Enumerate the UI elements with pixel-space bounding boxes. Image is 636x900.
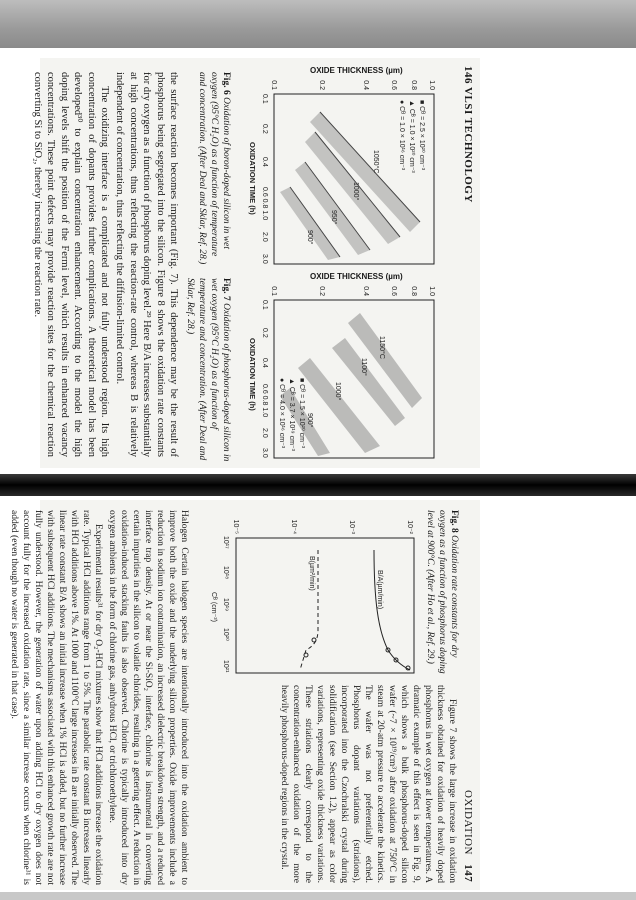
fig7-xtick: 0.1 (261, 300, 268, 310)
fig7-xtick: 3.0 (261, 448, 268, 458)
fig6-xtick: 0.2 (261, 124, 268, 134)
fig6-temp-label: 900° (306, 230, 313, 245)
fig8-ytick: 10⁻⁴ (290, 519, 297, 534)
body-paragraph: Experimental results³¹ for dry O₂-HCl mixtures show that HCl additions increase the oxidation rate. Typical HCl additions range from 1 to 5%. The parabolic rate constant B increases linearly with HCl additions above 1%. At 1000 and 1100°C large increases in B are initially observed. The linear rate constant B/A shows an initial increase when 1% HCl is added, but no further increase with subsequent HCl additions. The mechanisms associated with this enhanced growth rate are not fully understood. However, the generation of water upon adding HCl to dry oxygen does not account fully for the increased oxidation rate, since a similar increase occurs when chlorine³¹ is added (even though no water is generated in that case). (9, 510, 103, 885)
fig7-xtick: 0.2 (261, 328, 268, 338)
book-spine-gutter (0, 474, 636, 496)
fig6-xtick: 2.0 (261, 232, 268, 242)
page-146-body (29, 72, 180, 457)
page-147 (9, 500, 480, 890)
figure-7-plot (235, 278, 440, 463)
fig8-caption-text: Oxidation rate constants for dry oxygen as a function of phosphorus doping level at 900°C. (After Ho et al., Ref. 29.) (425, 510, 459, 674)
fig6-caption-label: Fig. 6 (221, 72, 231, 95)
page-header (461, 790, 474, 882)
figure-6-plot (235, 72, 440, 272)
fig8-ytick: 10⁻³ (348, 520, 355, 534)
fig6-legend-item: ● Cᴮ = 1.0 × 10¹⁶ cm⁻³ (398, 100, 405, 171)
body-paragraph: Figure 7 shows the large increase in oxidation thickness obtained for oxidation of heavily doped phosphorus in wet oxygen at lower temperatures. A dramatic example of this effect is seen in Fig. 9, which shows a bulk phosphorus-doped silicon wafer (~7 × 10¹⁹/cm³) after oxidation at 750°C in steam at 20-atm pressure to accelerate the kinetics. The wafer was not preferentially etched. Phosphorus dopant variations (striations), incorporated into the Czochralski crystal during solidification (see Section 1.2), appear as color variations, representing oxide thickness variations. These striations clearly correspond to the concentration-enhanced oxidation of the more heavily phosphorus-doped regions in the crystal. (279, 685, 457, 883)
fig6-xtick: 0.1 (261, 94, 268, 104)
fig7-xtick: 2.0 (261, 428, 268, 438)
fig7-ytick: 0.6 (390, 286, 397, 296)
page-147-body (276, 685, 458, 883)
fig6-ytick: 0.4 (362, 80, 369, 90)
fig7-ytick: 0.4 (362, 286, 369, 296)
fig6-xlabel: OXIDATION TIME (h) (248, 142, 257, 215)
fig7-legend-item: ● Cᴮ = 4.0 × 10¹⁶ cm⁻³ (278, 378, 285, 449)
fig6-legend-item: ■ Cᴮ = 2.5 × 10²⁰ cm⁻³ (418, 100, 425, 171)
fig8-caption-label: Fig. 8 (449, 510, 459, 533)
fig7-ytick: 0.8 (410, 286, 417, 296)
fig7-ylabel: OXIDE THICKNESS (µm) (310, 272, 403, 281)
figure-8 (200, 510, 460, 680)
fig6-ytick: 1.0 (428, 80, 435, 90)
fig7-legend-item: ▲ Cᴮ = 3.7 × 10¹⁹ cm⁻³ (288, 378, 295, 451)
fig7-xlabel: OXIDATION TIME (h) (248, 338, 257, 411)
figure-8-caption (424, 510, 460, 680)
figure-7-caption (184, 278, 232, 463)
page-number: 147 (462, 864, 474, 883)
fig8-series-label: B/A(µm/min) (376, 570, 383, 610)
fig6-temp-label: 1050°C (372, 150, 379, 174)
fig8-xtick: 10¹⁷ (222, 536, 229, 549)
scanner-shadow-bottom (0, 892, 636, 900)
fig7-caption-label: Fig. 7 (221, 278, 231, 301)
page-header: 146 VLSI TECHNOLOGY (462, 66, 474, 203)
fig8-ytick: 10⁻⁵ (232, 519, 239, 534)
fig6-temp-label: 1000° (352, 182, 359, 201)
fig8-xtick: 10¹⁸ (222, 566, 229, 580)
page-147-body-lower (6, 510, 190, 885)
figure-6 (185, 72, 440, 272)
fig6-ytick: 0.6 (390, 80, 397, 90)
figure-8-plot (208, 510, 418, 680)
fig6-ytick: 0.2 (318, 80, 325, 90)
fig8-series-label: B(µm²/min) (308, 556, 315, 591)
fig6-xtick: 0.6 0.8 1.0 (261, 187, 268, 221)
page-147-content (9, 500, 480, 890)
fig7-temp-label: 1150°C (378, 336, 385, 359)
fig7-temp-label: 1100° (360, 358, 367, 376)
scanner-shadow-top (0, 0, 636, 48)
page-146-content (31, 58, 480, 468)
fig7-temp-label: 1000° (334, 382, 341, 401)
fig6-xtick: 3.0 (261, 254, 268, 264)
fig7-temp-label: 900° (306, 413, 313, 428)
fig8-curve-BA (374, 550, 410, 670)
page-146 (31, 58, 480, 468)
fig7-xtick: 0.4 (261, 358, 268, 368)
fig7-ytick: 0.1 (270, 286, 277, 296)
fig7-ytick: 1.0 (428, 286, 435, 296)
fig6-xtick: 0.4 (261, 157, 268, 167)
fig6-legend-item: ▲ Cᴮ = 1.0 × 10²⁰ cm⁻³ (408, 100, 415, 173)
fig7-caption-text: Oxidation of phosphorus-doped silicon in wet oxygen (95°C H₂O) as a function of temperature and concentration. (After Deal and Sklar, Ref. 28.) (185, 278, 231, 462)
fig7-xtick: 0.6 0.8 1.0 (261, 384, 268, 418)
fig6-temp-label: 950° (330, 210, 337, 225)
header-section: OXIDATION (462, 790, 474, 855)
fig8-xtick: 10²¹ (222, 660, 229, 673)
fig6-ylabel: OXIDE THICKNESS (µm) (310, 66, 403, 75)
fig6-ytick: 0.1 (270, 80, 277, 90)
fig6-ytick: 0.8 (410, 80, 417, 90)
fig6-caption-text: Oxidation of boron-doped silicon in wet oxygen (95°C H₂O) as a function of temperature and concentration. (After Deal and Sklar, Ref. 28.) (197, 72, 231, 265)
fig8-xtick: 10²⁰ (222, 628, 229, 641)
body-paragraph: the surface reaction becomes important (Fig. 7). This dependence may be the result of phosphorus being segregated into the silicon. Figure 8 shows the oxidation rate constants for dry oxygen as a function of phosphorus doping level.²⁹ Here B/A increases substantially at high concentrations, thus reflecting the reaction-rate control, whereas B is relatively independent of concentration, thus reflecting the diffusion-limited control. (114, 72, 179, 457)
body-paragraph: The oxidizing interface is a complicated and not fully understood region. Its high concentration of dopants provides further complications. A theoretical model has been developed³⁰ to explain concentration enhancement. According to the model the high doping levels shift the position of the Fermi level, which results in enhanced vacancy concentrations. These point defects may provide reaction sites for the chemical reaction converting Si to SiO₂, thereby increasing the reaction rate. (31, 72, 110, 457)
fig7-legend-item: ■ Cᴮ = 1.5 × 10²⁰ cm⁻³ (298, 378, 305, 449)
fig8-xtick: 10¹⁹ (222, 598, 229, 612)
fig8-ytick: 10⁻² (406, 520, 413, 534)
figure-7 (185, 278, 440, 463)
fig8-xlabel: Cᴮ (cm⁻³) (210, 592, 217, 622)
fig7-ytick: 0.2 (318, 286, 325, 296)
figure-6-caption (196, 72, 232, 272)
body-paragraph: Halogen Certain halogen species are intentionally introduced into the oxidation ambient to improve both the oxide and the underlying silicon properties. Oxide improvements include a reduction in sodium ion contamination, an increased dielectric breakdown strength, and a reduced interface trap density. At or near the Si-SiO₂ interface, chlorine is instrumental in converting certain impurities in the silicon to volatile chlorides, resulting in a gettering effect. A reduction in oxidation-induced stacking faults is also observed. Chlorine is typically introduced into dry oxygen ambients in the form of chlorine gas, anhydrous HCl, or trichloroethylene. (107, 510, 189, 885)
